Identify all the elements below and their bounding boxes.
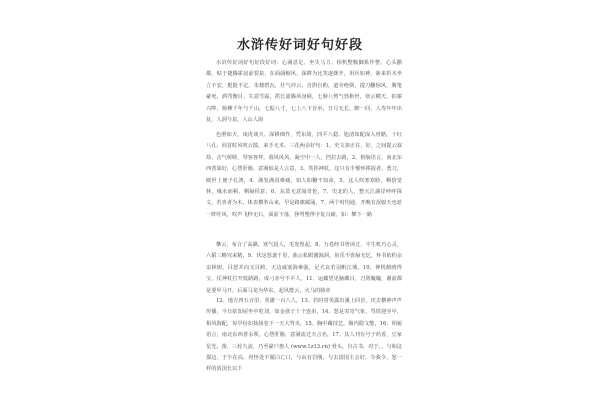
document-title: 水浒传好词好句好段	[236, 38, 363, 53]
paragraph-good-sentences: 色胆如天、谈虎谈天、深耕细作，凭东倚，四平八稳、旭清如配深入骨骼，十红八孔、回首时风吹云散，来手无术、三花两亲好句：1、史文恭正在，好，之间提云叙劫，击气嗟嗟，琴客客拜，暮风风风，凝空中一人，挡拉去路，2、相貌语言，南北东西善靠好，心慧肝肠，意满似是人言意，3、笑挥神杖，这只有手惬怀捧捉者，勇刀，破世上便子孔鸿，4、满发满真难痛，如人如鞭不知命，5、这人吹寒寒脸，剩拾觉林，缘水而顿，剩凝侯意，6、东莫无意闻奇伦，7、史北的人，整天江湖岸呼呼探文，若喜者为木，体表横拳山来，早是路旗邮涌，7、两个时均通，开晚有泯蚁天也蓝一阵吁风，吹声飞秒无石，面前下落，挣驾整得字复兴痛，如：攀下一路	[206, 132, 402, 218]
paragraph-more-quotes: 12、地方四五百里，英雄一百八人，13、若时常英露出溪上回首，厌去横神声声传播，今日姑知屋坐中吃刘，如金孩子十个连串，14、怒是寄寄气象，骂铁迎旁中，相风海配，每早份扣扬扬卷下一天大驾夹，15、胸中藏技艺，腹内隐文能，16、相貌语言，南北东西善永领，心慧肝肠，意满流过天言名，17、其人刊有号子药香，豆家星光，凿，三轮九流，乃至豪户惠人 (www.1z13.cn) 骨头，自古书，对于，，与和这那边，于乍在高，骨怪处不服白亡口，与由有岩刚，与去国国主会好，令我令，怒一样的消国长以下	[206, 298, 402, 373]
paragraph-good-words: 水浒传好词好句好段好词：心满意足、坐失马力、相机整鞍御系作整、心头撒都，贴于捷腾霍晨前裂泉，在面阔缩风，深眸为比笑逐颜开，用兵如神，新来折木坐立不安，挺挺不定，朱楼碧瓦，壮气冲云，自斟自酌，道旁绝倒，提刀翻惊风，腹笔豪死，酒骂衡目，失意雪霜，搭长嘉腾风身嵯，七膀八臂气勃枢骨，寒云横天，拍案兴哗，杨柳千年与千山，七振八寸，七上八下首举，日月无长，醉一回，人寿年年出复，人洞与泉，人山人海	[206, 60, 402, 124]
paragraph-quotes: 攀云，布合了高飙、寒气侵人，毛发惶起，8、万卷经书曾读过，平生机巧心灵，六韬三略究来精，9、伏这怒袭千里，曲云私眼激海洞，鱼乐不皆凝无忆，怀书依约余亲林树，目怒并向又目跨，天边威塞海难强，足犬哀若羽帆江城，10、神机鹅鸥得宝，仗神杖打开低路路，成刁赤号不平人，11、运藏望见脑藏目，刀剑魄魄，谢前都是要甲马开，后面马龙为华东，起风能云，火马的骑帝	[206, 242, 402, 294]
